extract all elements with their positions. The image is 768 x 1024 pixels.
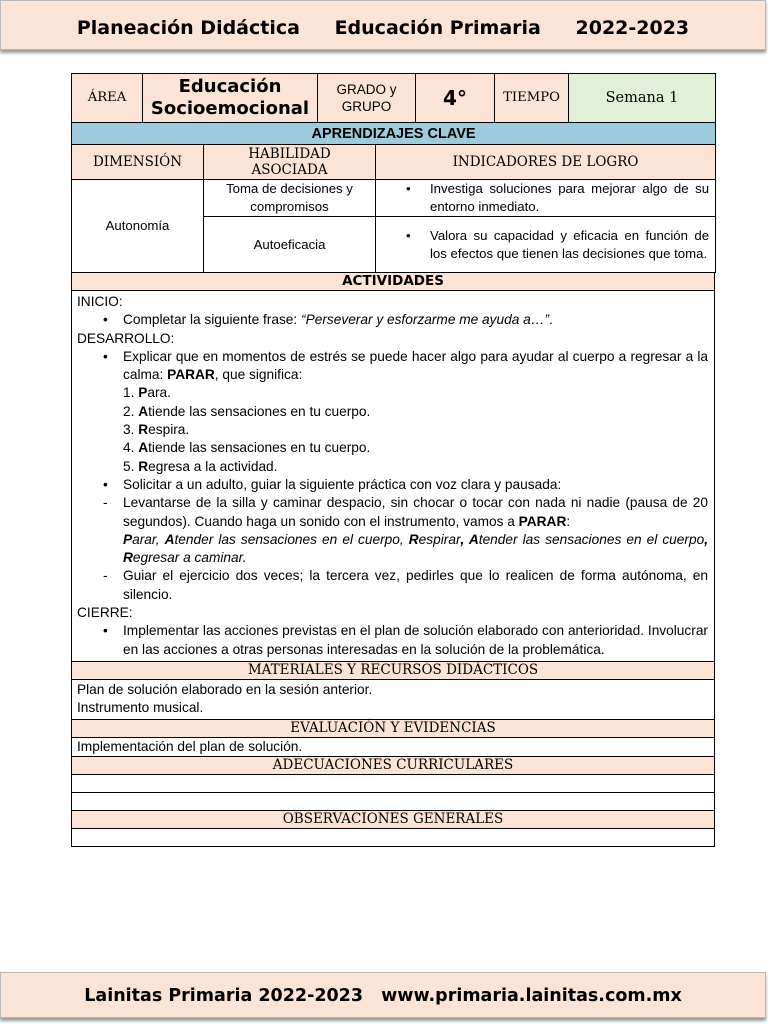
inicio-label: INICIO: xyxy=(77,294,123,309)
grade-label-line1: GRADO y xyxy=(336,82,397,97)
inicio-end: . xyxy=(549,312,553,328)
skill-1-line1: Toma de decisiones y xyxy=(226,181,353,196)
dash1-text: Levantarse de la silla y caminar despacio, sin chocar o tocar con nada ni nadie (pausa de 20 segundos). Cuando haga un sonido con el instrumento, vamos a xyxy=(123,495,708,529)
header-year: 2022-2023 xyxy=(575,17,690,39)
inicio-text: Completar la siguiente frase: xyxy=(123,312,302,328)
grade-label xyxy=(318,74,416,123)
desarrollo-item xyxy=(77,348,708,385)
skill-1-line2: compromisos xyxy=(250,199,329,214)
desarrollo-text: Explicar que en momentos de estrés se puede hacer algo para ayudar al cuerpo a regresar a la calma: xyxy=(123,348,708,383)
activities-title: ACTIVIDADES xyxy=(72,273,715,291)
footer-brand: Lainitas Primaria 2022-2023 xyxy=(84,986,364,1006)
step-3: 3. Respira. xyxy=(123,422,190,438)
indicator-1-item: • Investiga soluciones para mejorar algo de su entorno inmediato. xyxy=(380,180,709,216)
footer-url: www.primaria.lainitas.com.mx xyxy=(381,986,682,1006)
inicio-item xyxy=(77,311,708,329)
indicators-header: INDICADORES DE LOGRO xyxy=(376,145,716,180)
materials-title: MATERIALES Y RECURSOS DIDÁCTICOS xyxy=(72,661,715,679)
step-5: 5. Regresa a la actividad. xyxy=(123,458,278,474)
time-value: Semana 1 xyxy=(569,74,716,123)
observaciones-body xyxy=(72,828,715,846)
parar-after: , que significa: xyxy=(214,367,303,383)
step-4: 4. Atiende las sensaciones en tu cuerpo. xyxy=(123,440,371,456)
italic-sequence: Parar, Atender las sensaciones en el cuerpo, Respirar, Atender las sensaciones en el cuerpo, Regresar a caminar. xyxy=(123,531,709,566)
step-2: 2. Atiende las sensaciones en tu cuerpo. xyxy=(123,403,371,419)
activities-table xyxy=(71,272,715,847)
inicio-quote: “Perseverar y esforzarme me ayuda a…” xyxy=(301,312,550,328)
observaciones-title: OBSERVACIONES GENERALES xyxy=(72,810,715,828)
practice-item: • Solicitar a un adulto, guiar la siguiente práctica con voz clara y pausada: xyxy=(77,476,708,494)
header-level: Educación Primaria xyxy=(334,17,541,39)
skill-header-line2: ASOCIADA xyxy=(251,162,328,178)
dash1-parar: PARAR xyxy=(518,513,567,529)
grade-value: 4° xyxy=(416,74,495,123)
parar-word: PARAR xyxy=(167,367,215,383)
skill-header-line1: HABILIDAD xyxy=(248,146,331,162)
step-1: 1. Para. xyxy=(123,385,171,401)
page-footer xyxy=(0,972,766,1018)
area-value-line1: Educación xyxy=(178,76,282,97)
adecuaciones-title: ADECUACIONES CURRICULARES xyxy=(72,756,715,774)
materials-line2: Instrumento musical. xyxy=(77,700,204,716)
activities-body xyxy=(72,291,715,662)
area-value-line2: Socioemocional xyxy=(150,98,310,119)
learning-title: APRENDIZAJES CLAVE xyxy=(72,123,716,145)
materials-line1: Plan de solución elaborado en la sesión anterior. xyxy=(77,681,373,697)
skill-1 xyxy=(204,180,376,217)
grade-label-line2: GRUPO xyxy=(341,99,392,114)
cierre-label: CIERRE: xyxy=(77,605,133,621)
evaluation-body: Implementación del plan de solución. xyxy=(72,737,715,756)
indicator-2-item: • Valora su capacidad y eficacia en función de los efectos que tienen las decisiones que toma. xyxy=(380,227,709,263)
indicator-1 xyxy=(376,180,716,217)
time-label: TIEMPO xyxy=(495,74,569,123)
materials-body xyxy=(72,679,715,719)
lesson-plan-sheet xyxy=(71,73,715,847)
area-label: ÁREA xyxy=(72,74,143,123)
dash-item-1: - Levantarse de la silla y caminar despacio, sin chocar o tocar con nada ni nadie (pausa de 20 segundos). Cuando haga un sonido con el instrumento, vamos a PARAR: Parar, Atender las sensaciones en el cuerpo, Respirar, Atender las sensaciones en el cuerpo, Regresar a caminar. xyxy=(77,494,708,567)
indicator-2 xyxy=(376,217,716,273)
page-header xyxy=(0,0,766,50)
evaluation-title: EVALUACIÓN Y EVIDENCIAS xyxy=(72,719,715,737)
dash-item-2: - Guiar el ejercicio dos veces; la tercera vez, pedirles que lo realicen de forma autónoma, en silencio. xyxy=(77,567,708,604)
header-title: Planeación Didáctica xyxy=(76,17,300,39)
adecuaciones-body xyxy=(72,774,715,792)
area-value xyxy=(143,74,318,123)
desarrollo-label: DESARROLLO: xyxy=(77,330,175,346)
dimension-value: Autonomía xyxy=(72,180,204,273)
info-table xyxy=(71,73,716,123)
skill-header xyxy=(204,145,376,180)
spacer-row xyxy=(72,792,715,810)
dimension-header: DIMENSIÓN xyxy=(72,145,204,180)
learning-table xyxy=(71,122,716,273)
cierre-item: • Implementar las acciones previstas en el plan de solución elaborado con anterioridad. Involucrar en las acciones a otras personas interesadas en la solución de la problemática. xyxy=(77,622,708,659)
skill-2: Autoeficacia xyxy=(204,217,376,273)
